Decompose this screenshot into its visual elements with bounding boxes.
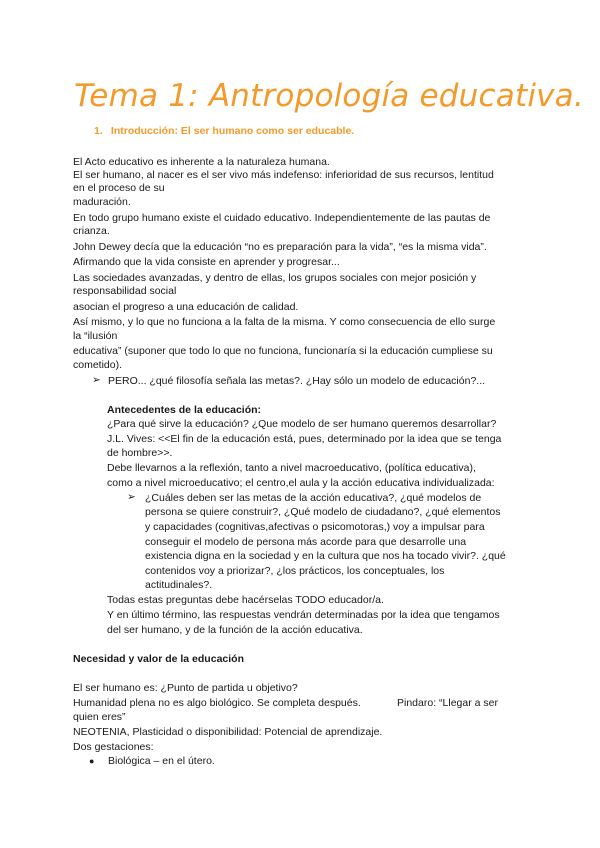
body-line: Afirmando que la vida consiste en aprender y progresar... (73, 256, 340, 268)
body-line: quien eres” (73, 711, 126, 723)
body-line: Así mismo, y lo que no funciona a la falta de la misma. Y como consecuencia de ello surge (73, 316, 496, 328)
subsection-heading-antecedentes: Antecedentes de la educación: (107, 404, 262, 416)
body-line: El ser humano es: ¿Punto de partida u objetivo? (73, 682, 298, 694)
arrow-bullet-icon: ➢ (127, 491, 136, 503)
section-number: 1. (94, 125, 103, 137)
body-line: John Dewey decía que la educación “no es preparación para la vida”, “es la misma vida”. (73, 241, 487, 253)
body-line: la “ilusión (73, 330, 118, 342)
body-line: crianza. (73, 225, 110, 237)
section-heading-text: Introducción: El ser humano como ser educable. (110, 125, 355, 137)
body-line: ¿Para qué sirve la educación? ¿Que modelo de ser humano queremos desarrollar? (107, 418, 497, 430)
arrow-bullet-icon: ➢ (92, 374, 101, 386)
body-line: J.L. Vives: <<El fin de la educación está, pues, determinado por la idea que se tenga (107, 433, 502, 445)
body-line: responsabilidad social (73, 285, 177, 297)
body-line: ¿Cuáles deben ser las metas de la acción educativa?, ¿qué modelos de (145, 492, 482, 504)
body-line-quote: Pindaro: “Llegar a ser (397, 697, 498, 709)
bullet-dot-icon: ● (89, 756, 95, 766)
body-line: En todo grupo humano existe el cuidado educativo. Independientemente de las pautas de (73, 212, 491, 224)
body-line: educativa” (suponer que todo lo que no funciona, funcionaría si la educación cumpliese su (73, 345, 493, 357)
body-line: como a nivel microeducativo; el centro,el aula y la acción educativa individualizada: (107, 477, 495, 489)
body-line: de hombre>>. (107, 447, 173, 459)
body-line: Las sociedades avanzadas, y dentro de ellas, los grupos sociales con mejor posición y (73, 272, 477, 284)
subsection-heading-necesidad: Necesidad y valor de la educación (73, 653, 244, 665)
page-title: Tema 1: Antropología educativa. (74, 78, 584, 114)
body-line: del ser humano, y de la función de la acción educativa. (107, 624, 363, 636)
body-line: y capacidades (cognitivas,afectivas o psicomotoras,) voy a impulsar para (145, 521, 485, 533)
section-heading-1 (94, 125, 354, 137)
body-line: actitudinales?. (145, 579, 213, 591)
body-line: contenidos voy a priorizar?, ¿los prácticos, los conceptuales, los (145, 565, 445, 577)
body-line: maduración. (73, 196, 131, 208)
body-line: conseguir el modelo de persona más acorde para que desarrolle una (145, 536, 467, 548)
list-item: Biológica – en el útero. (108, 755, 215, 767)
body-line: Todas estas preguntas debe hacérselas TODO educador/a. (107, 594, 384, 606)
body-line: Y en último término, las respuestas vendrán determinadas por la idea que tengamos (107, 609, 500, 621)
body-line: en el proceso de su (73, 182, 165, 194)
body-line: El ser humano, al nacer es el ser vivo más indefenso: inferioridad de sus recursos, lentitud (73, 169, 494, 181)
arrow-bullet-text: PERO... ¿qué filosofía señala las metas?. ¿Hay sólo un modelo de educación?... (108, 375, 486, 387)
body-line: NEOTENIA, Plasticidad o disponibilidad: Potencial de aprendizaje. (73, 726, 383, 738)
body-line: existencia digna en la sociedad y en la cultura que nos ha tocado vivir?. ¿qué (145, 550, 506, 562)
body-line: cometido). (73, 359, 123, 371)
body-line: Dos gestaciones: (73, 741, 154, 753)
body-line: El Acto educativo es inherente a la naturaleza humana. (73, 156, 330, 168)
body-line: asocian el progreso a una educación de calidad. (73, 301, 299, 313)
body-line: Humanidad plena no es algo biológico. Se completa después. (73, 697, 361, 709)
body-line: Debe llevarnos a la reflexión, tanto a nivel macroeducativo, (política educativa), (107, 462, 476, 474)
body-line: persona se quiere construir?, ¿Qué modelo de ciudadano?, ¿qué elementos (145, 506, 501, 518)
